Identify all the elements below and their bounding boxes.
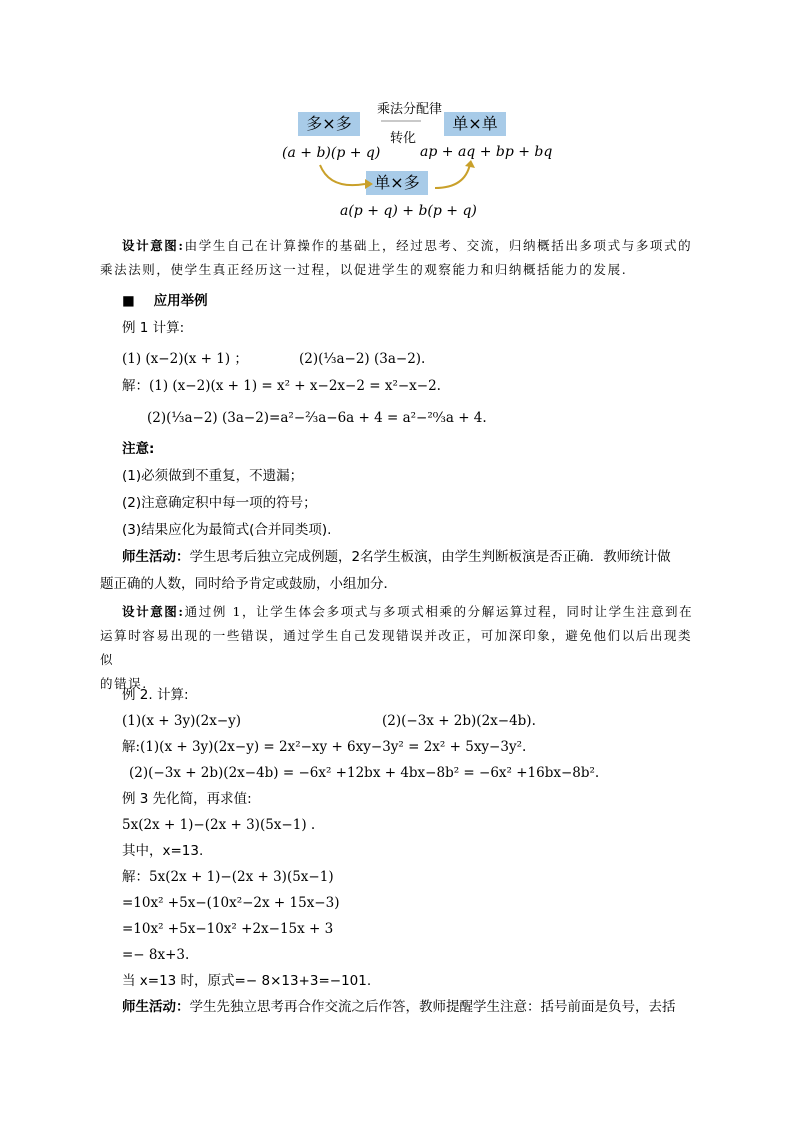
activity-2: 师生活动：学生先独立思考再合作交流之后作答，教师提醒学生注意：括号前面是负号，去括 <box>122 999 676 1015</box>
example-3-expr: 5x(2x + 1)−(2x + 3)(5x−1) . <box>122 817 316 833</box>
example-3-step-4: =− 8x+3. <box>122 947 190 963</box>
box-mono-mono: 单×单 <box>444 112 506 136</box>
expr-left: (a + b)(p + q) <box>282 145 381 161</box>
expr-bottom: a(p + q) + b(p + q) <box>340 203 477 219</box>
activity-label: 师生活动： <box>122 549 190 565</box>
example-2-q2: (2)(−3x + 2b)(2x−4b). <box>382 713 536 729</box>
note-3: (3)结果应化为最简式(合并同类项). <box>122 522 332 538</box>
diagram-top-label: 乘法分配律 <box>377 102 443 117</box>
example-3-step-5: 当 x=13 时，原式=− 8×13+3=−101. <box>122 973 372 989</box>
box-poly-poly: 多×多 <box>298 112 360 136</box>
example-2-solution-1: 解:(1)(x + 3y)(2x−y) = 2x²−xy + 6xy−3y² = 2x² + 5xy−3y². <box>122 739 527 755</box>
example-1-solution-2: (2)(⅓a−2) (3a−2)=a²−⅔a−6a + 4 = a²−²⁰⁄₃a + 4. <box>147 410 487 426</box>
activity-label: 师生活动： <box>122 999 190 1015</box>
expr-right: ap + aq + bp + bq <box>420 144 553 160</box>
activity-1-cont: 题正确的人数，同时给予肯定或鼓励，小组加分． <box>100 576 397 592</box>
example-1-solution-1: 解：(1) (x−2)(x + 1) = x² + x−2x−2 = x²−x−2. <box>122 378 441 394</box>
diagram-curved-arrows <box>310 160 490 200</box>
square-bullet-icon: ■ <box>122 293 135 309</box>
diagram-arrow-line <box>381 120 421 122</box>
example-2-q1: (1)(x + 3y)(2x−y) <box>122 713 242 729</box>
example-3-step-3: =10x² +5x−10x² +2x−15x + 3 <box>122 921 334 937</box>
example-3-title: 例 3 先化简，再求值: <box>122 791 252 807</box>
note-2: (2)注意确定积中每一项的符号； <box>122 495 317 511</box>
example-1-q1: (1) (x−2)(x + 1) ； <box>122 351 248 367</box>
example-1-title: 例 1 计算: <box>122 320 185 336</box>
diagram-mid-label: 转化 <box>390 131 417 146</box>
example-1-q2: (2)(⅓a−2) (3a−2). <box>299 351 426 367</box>
activity-1: 师生活动：学生思考后独立完成例题，2名学生板演，由学生判断板演是否正确．教师统计做 <box>122 549 671 565</box>
example-3-step-2: =10x² +5x−(10x²−2x + 15x−3) <box>122 895 340 911</box>
example-2-solution-2: (2)(−3x + 2b)(2x−4b) = −6x² +12bx + 4bx−8b² = −6x² +16bx−8b². <box>129 765 600 781</box>
note-1: (1)必须做到不重复，不遗漏； <box>122 468 304 484</box>
design-intent-1: 设计意图:由学生自己在计算操作的基础上，经过思考、交流，归纳概括出多项式与多项式的 乘法法则，使学生真正经历这一过程，以促进学生的观察能力和归纳概括能力的发展. <box>100 238 693 277</box>
design-label: 设计意图: <box>122 238 185 253</box>
box-mono-poly: 单×多 <box>366 171 428 195</box>
example-3-condition: 其中，x=13. <box>122 843 204 859</box>
example-3-step-1: 解：5x(2x + 1)−(2x + 3)(5x−1) <box>122 869 334 885</box>
example-2-title: 例 2. 计算: <box>122 687 189 703</box>
design-intent-2: 设计意图:通过例 1，让学生体会多项式与多项式相乘的分解运算过程，同时让学生注意到在 运算时容易出现的一些错误，通过学生自己发现错误并改正，可加深印象，避免他们以后出现类似 的错误. <box>100 604 694 691</box>
design-label: 设计意图: <box>122 604 185 619</box>
note-title: 注意: <box>122 441 155 457</box>
section-heading: ■ 应用举例 <box>122 293 208 309</box>
